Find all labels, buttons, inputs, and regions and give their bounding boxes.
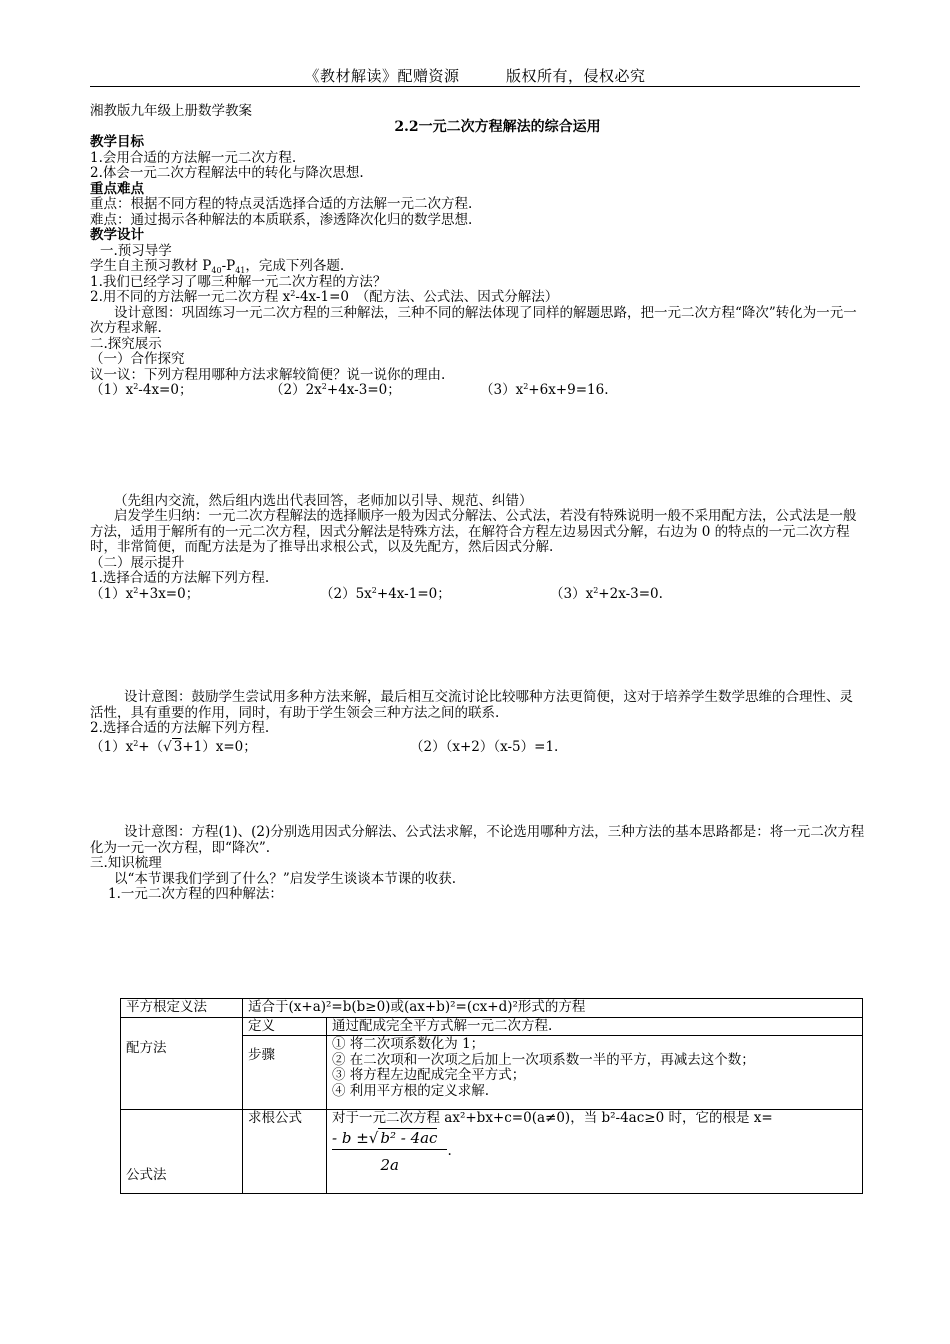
row-label: 步骤 xyxy=(243,1036,327,1110)
design-heading: 教学设计 xyxy=(90,227,144,243)
table-row xyxy=(121,1110,863,1194)
equation-b3: $(3)x^2+2x-3=0$. xyxy=(550,585,663,602)
equation-a2: $(2)2x^2+4x-3=0$； xyxy=(270,382,401,398)
key-point: 重点：根据不同方程的特点灵活选择合适的方法解一元二次方程. xyxy=(90,196,473,212)
method-name: 平方根定义法 xyxy=(121,999,243,1018)
task-1: 1.选择合适的方法解下列方程. xyxy=(90,570,270,586)
method-name: 公式法 xyxy=(121,1110,243,1194)
table-row xyxy=(121,1017,863,1036)
sqrt-sign: √ xyxy=(368,1128,379,1147)
goal-2: 2.体会一元二次方程解法中的转化与降次思想. xyxy=(90,165,364,181)
method-name: 配方法 xyxy=(121,1017,243,1110)
page-header: 《教材解读》配赠资源 版权所有，侵权必究 xyxy=(304,67,646,85)
formula-cell xyxy=(327,1110,863,1194)
review-prompt: 以“本节课我们学到了什么？”启发学生谈谈本节课的收获. xyxy=(114,870,457,887)
formula-text: 对于一元二次方程 ax²+bx+c=0(a≠0)，当 b²-4ac≥0 时，它的根是 x= xyxy=(332,1110,773,1126)
sqrt-sign: √ xyxy=(163,738,172,755)
steps-list xyxy=(327,1036,863,1110)
summary: 启发学生归纳：一元二次方程解法的选择顺序一般为因式分解法、公式法，若没有特殊说明一般不采用配方法，公式法是一般方法，适用于解所有的一元二次方程，因式分解法是特殊方法，在解符合方程左边易因式分解，右边为 0 的特点的一元二次方程时，非常简便，而配方法是为了推导出求根公式，以及先配方，然后因式分解. xyxy=(90,508,857,555)
lesson-title: 2.2一元二次方程解法的综合运用 xyxy=(394,118,601,135)
equation-a1: $(1)x^2-4x=0$； xyxy=(90,382,193,398)
equation-c1: $(1)x^2+(√$ 3+1）x=0； xyxy=(90,738,257,755)
design-intent-2: 设计意图：鼓励学生尝试用多种方法来解，最后相互交流讨论比较哪种方法更简便，这对于培养学生数学思维的合理性、灵活性，具有重要的作用，同时，有助于学生领会三种方法之间的联系. xyxy=(90,689,853,721)
design-intent-3: 设计意图：方程(1)、(2)分别选用因式分解法、公式法求解，不论选用哪种方法，三种方法的基本思路都是：将一元二次方程化为一元一次方程，即“降次”. xyxy=(90,824,865,856)
equation-c2: （2）（x+2）（x-5）=1. xyxy=(410,738,559,755)
question-2: 2.用不同的方法解一元二次方程 $x^2-4x-1=0$ （配方法、公式法、因式分解法） xyxy=(90,289,559,305)
part2-heading: 二.探究展示 xyxy=(90,335,162,352)
document-body xyxy=(90,104,865,903)
equation-row-c xyxy=(90,740,865,756)
part3-heading: 三.知识梳理 xyxy=(90,855,162,871)
step-3: ③ 将方程左边配成完全平方式； xyxy=(332,1067,526,1083)
equation-row-a xyxy=(90,383,865,399)
group-note: （先组内交流，然后组内选出代表回答，老师加以引导、规范、纠错） xyxy=(114,492,533,509)
question-1: 1.我们已经学习了哪三种解一元二次方程的方法？ xyxy=(90,273,387,290)
step-4: ④ 利用平方根的定义求解. xyxy=(332,1082,490,1099)
list-heading: 1.一元二次方程的四种解法： xyxy=(108,886,283,902)
quadratic-formula: $\frac{\text{- b ±√ b² - 4ac}}{2a}$ . xyxy=(332,1128,452,1174)
part1-heading: 一.预习导学 xyxy=(100,242,172,259)
equation-a3: $(3)x^2+6x+9=16$. xyxy=(480,382,609,398)
table-row xyxy=(121,999,863,1018)
subject-line: 湘教版九年级上册数学教案 xyxy=(90,103,252,119)
preview-task: 学生自主预习教材 $P_{40}-P_{41}$，完成下列各题. xyxy=(90,258,345,275)
key-heading: 重点难点 xyxy=(90,180,144,197)
part2a-heading: （一）合作探究 xyxy=(90,351,185,367)
task-2: 2.选择合适的方法解下列方程. xyxy=(90,720,270,736)
header-rule xyxy=(90,86,860,87)
row-text: 通过配成完全平方式解一元二次方程. xyxy=(327,1017,863,1036)
goals-heading: 教学目标 xyxy=(90,134,144,150)
row-label: 求根公式 xyxy=(243,1110,327,1194)
row-label: 定义 xyxy=(243,1017,327,1036)
goal-1: 1.会用合适的方法解一元二次方程. xyxy=(90,149,297,166)
part2b-heading: （二）展示提升 xyxy=(90,554,185,571)
formula-fraction: $\frac{\text{- b ±√ b² - 4ac}}{2a}$ xyxy=(332,1129,447,1174)
step-1: ① 将二次项系数化为 1； xyxy=(332,1036,485,1052)
equation-row-b xyxy=(90,587,865,603)
difficulty: 难点：通过揭示各种解法的本质联系，渗透降次化归的数学思想. xyxy=(90,211,473,228)
discuss-prompt: 议一议：下列方程用哪种方法求解较简便？说一说你的理由. xyxy=(90,366,446,383)
equation-b2: $(2)5x^2+4x-1=0$； xyxy=(320,585,451,602)
equation-b1: $(1)x^2+3x=0$； xyxy=(90,585,200,602)
design-intent-1: 设计意图：巩固练习一元二次方程的三种解法，三种不同的解法体现了同样的解题思路，把一元二次方程“降次”转化为一元一次方程求解. xyxy=(90,304,857,336)
methods-table xyxy=(120,998,863,1194)
method-desc: 适合于(x+a)²=b(b≥0)或(ax+b)²=(cx+d)²形式的方程 xyxy=(243,999,863,1018)
step-2: ② 在二次项和一次项之后加上一次项系数一半的平方，再减去这个数； xyxy=(332,1051,755,1068)
